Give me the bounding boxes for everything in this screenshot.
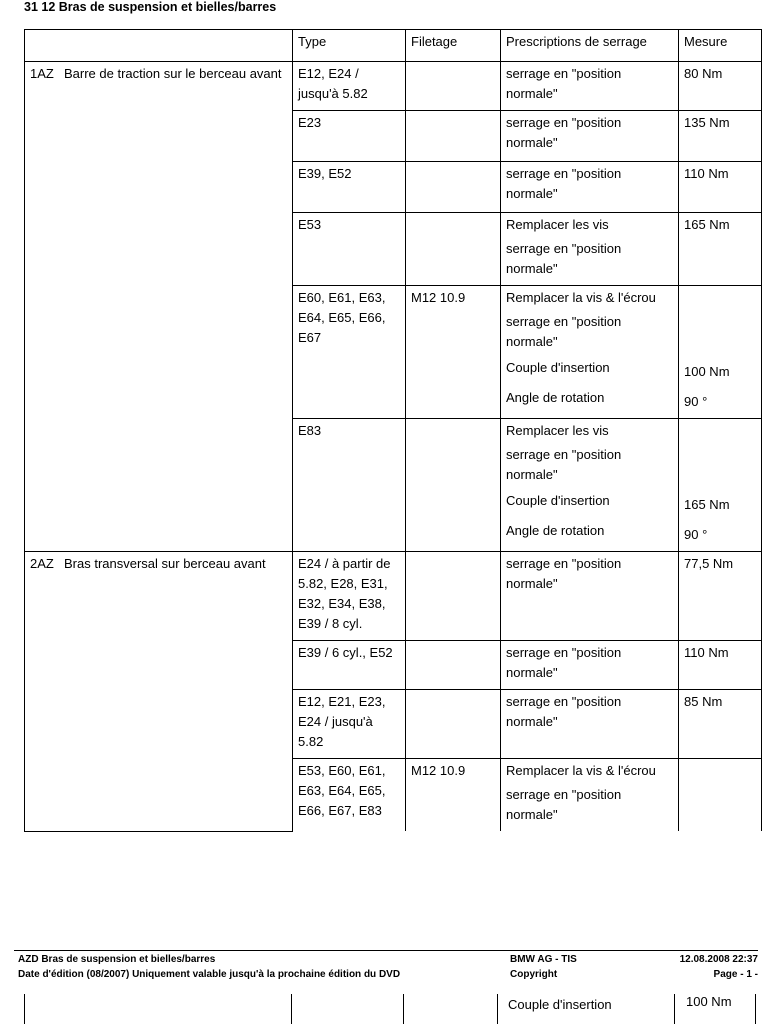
- header-type: Type: [293, 30, 406, 62]
- measure-cell: [679, 419, 762, 552]
- measure-cell: 77,5 Nm: [679, 552, 762, 641]
- header-prescriptions: Prescriptions de serrage: [501, 30, 679, 62]
- thread-cell: [406, 641, 501, 690]
- column-rule: [497, 994, 498, 1024]
- prescription-cell: serrage en "position normale": [501, 552, 679, 641]
- footer-divider: [14, 950, 758, 951]
- component-code: 2AZ: [30, 556, 54, 571]
- footer-copyright: Copyright: [510, 969, 558, 980]
- prescription-cell: serrage en "position normale": [501, 690, 679, 759]
- torque-table: [24, 29, 762, 832]
- prescription-line: serrage en "position normale": [506, 241, 622, 276]
- measure-line: 90 °: [684, 527, 708, 542]
- type-cell: E83: [293, 419, 406, 552]
- type-cell: E39, E52: [293, 162, 406, 213]
- next-page-table-fragment: [24, 994, 756, 1024]
- thread-cell: [406, 111, 501, 162]
- measure-cell: 80 Nm: [679, 62, 762, 111]
- type-cell: E12, E21, E23, E24 / jusqu'à 5.82: [293, 690, 406, 759]
- prescription-line: Remplacer la vis & l'écrou: [506, 763, 656, 778]
- page-footer: [18, 952, 758, 982]
- measure-cell: 85 Nm: [679, 690, 762, 759]
- thread-cell: [406, 62, 501, 111]
- prescription-cell: serrage en "position normale": [501, 162, 679, 213]
- type-cell: E24 / à partir de 5.82, E28, E31, E32, E34, E38, E39 / 8 cyl.: [293, 552, 406, 641]
- footer-page-number: Page - 1 -: [713, 969, 758, 980]
- table-row: [25, 62, 762, 111]
- prescription-line: Couple d'insertion: [506, 493, 610, 508]
- thread-cell: [406, 552, 501, 641]
- prescription-line: Angle de rotation: [506, 523, 605, 538]
- prescription-cell: [501, 759, 679, 832]
- footer-datetime: 12.08.2008 22:37: [679, 954, 758, 965]
- thread-cell: M12 10.9: [406, 286, 501, 419]
- prescription-line: Remplacer la vis & l'écrou: [506, 290, 656, 305]
- page-title: 31 12 Bras de suspension et bielles/barres: [24, 0, 277, 14]
- footer-edition-note: Date d'édition (08/2007) Uniquement valable jusqu'à la prochaine édition du DVD: [18, 969, 401, 980]
- footer-publisher: BMW AG - TIS: [510, 954, 577, 965]
- component-code: 1AZ: [30, 66, 54, 81]
- column-rule: [403, 994, 404, 1024]
- header-component: [25, 30, 293, 62]
- thread-cell: M12 10.9: [406, 759, 501, 832]
- prescription-line: serrage en "position normale": [506, 314, 622, 349]
- prescription-cell: serrage en "position normale": [501, 641, 679, 690]
- footer-doc-title: AZD Bras de suspension et bielles/barres: [18, 954, 216, 965]
- measure-line: 165 Nm: [684, 497, 730, 512]
- type-cell: E53: [293, 213, 406, 286]
- column-rule: [674, 994, 675, 1024]
- column-rule: [755, 994, 756, 1024]
- component-description: Barre de traction sur le berceau avant: [64, 66, 282, 81]
- continuation-prescription: Couple d'insertion: [508, 997, 612, 1012]
- header-measure: Mesure: [679, 30, 762, 62]
- measure-line: 90 °: [684, 394, 708, 409]
- type-cell: E23: [293, 111, 406, 162]
- measure-line: 100 Nm: [684, 364, 730, 379]
- thread-cell: [406, 419, 501, 552]
- component-description: Bras transversal sur berceau avant: [64, 556, 266, 571]
- table-row: [25, 552, 762, 641]
- prescription-line: Couple d'insertion: [506, 360, 610, 375]
- prescription-cell: [501, 213, 679, 286]
- component-cell: [25, 552, 293, 832]
- measure-cell: 135 Nm: [679, 111, 762, 162]
- type-cell: E60, E61, E63, E64, E65, E66, E67: [293, 286, 406, 419]
- thread-cell: [406, 213, 501, 286]
- measure-cell: [679, 286, 762, 419]
- prescription-cell: [501, 286, 679, 419]
- thread-cell: [406, 162, 501, 213]
- component-cell: [25, 62, 293, 552]
- header-thread: Filetage: [406, 30, 501, 62]
- prescription-line: Angle de rotation: [506, 390, 605, 405]
- type-cell: E39 / 6 cyl., E52: [293, 641, 406, 690]
- measure-cell: [679, 759, 762, 832]
- prescription-line: serrage en "position normale": [506, 447, 622, 482]
- prescription-cell: serrage en "position normale": [501, 111, 679, 162]
- type-cell: E53, E60, E61, E63, E64, E65, E66, E67, E83: [293, 759, 406, 832]
- column-rule: [291, 994, 292, 1024]
- prescription-line: Remplacer les vis: [506, 423, 609, 438]
- column-rule: [24, 994, 25, 1024]
- thread-cell: [406, 690, 501, 759]
- prescription-line: serrage en "position normale": [506, 787, 622, 822]
- prescription-cell: [501, 419, 679, 552]
- measure-cell: 110 Nm: [679, 162, 762, 213]
- prescription-cell: serrage en "position normale": [501, 62, 679, 111]
- prescription-line: Remplacer les vis: [506, 217, 609, 232]
- measure-cell: 110 Nm: [679, 641, 762, 690]
- measure-cell: 165 Nm: [679, 213, 762, 286]
- type-cell: E12, E24 / jusqu'à 5.82: [293, 62, 406, 111]
- table-header-row: [25, 30, 762, 62]
- continuation-value: 100 Nm: [686, 994, 732, 1009]
